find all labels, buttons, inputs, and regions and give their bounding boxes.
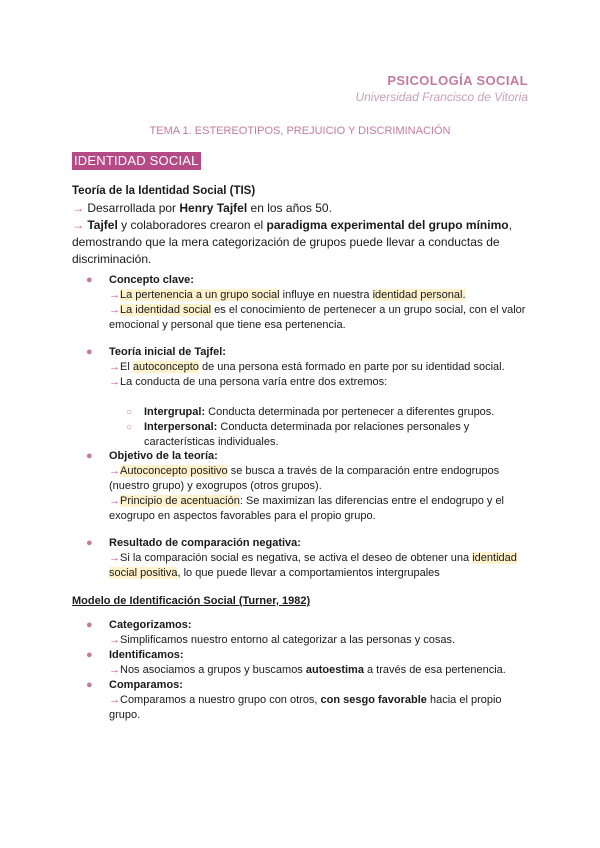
modelo-heading: Modelo de Identificación Social (Turner, 1982) (72, 595, 311, 607)
teoria-line-1 (109, 360, 532, 375)
arrow-icon: → (72, 201, 84, 215)
bullet-icon: ● (86, 679, 93, 691)
teoria-item (72, 345, 532, 450)
categorizamos-text: Simplificamos nuestro entorno al categorizar a las personas y cosas. (120, 634, 456, 646)
identificamos-line (109, 663, 532, 678)
bullet-icon: ● (86, 537, 93, 549)
comparamos-end: hacia el propio grupo. (109, 694, 502, 721)
identificamos-item (72, 648, 532, 678)
sub-item-intergrupal (72, 405, 532, 420)
highlight-identidad-social-positiva: identidad social positiva (109, 552, 517, 579)
tis-block (72, 183, 532, 268)
concepto-title: Concepto clave: (109, 274, 194, 286)
objetivo-line-1 (109, 464, 532, 494)
categorizamos-title: Categorizamos: (109, 619, 192, 631)
categorizamos-item (72, 618, 532, 648)
autoestima: autoestima (305, 664, 364, 676)
comparamos-line (109, 693, 532, 723)
resultado-item (72, 536, 532, 581)
concepto-line-2-end: es el conocimiento de pertenecer a un grupo social, con el valor emocional y personal que tiene esa pertenencia. (109, 304, 526, 331)
tis-tajfel: Tajfel (87, 218, 118, 232)
comparamos-pre: Comparamos a nuestro grupo con otros, (120, 694, 321, 706)
objetivo-line-1-end: se busca a través de la comparación entre endogrupos (nuestro grupo) y exogrupos (otros grupos). (109, 465, 500, 492)
intergrupal-label: Intergrupal: (144, 406, 206, 418)
highlight-identidad-personal: identidad personal. (372, 289, 466, 301)
objetivo-title: Objetivo de la teoría: (109, 450, 218, 462)
highlight-identidad-social: La identidad social (120, 304, 212, 316)
modelo-heading-wrap (72, 594, 532, 609)
resultado-title: Resultado de comparación negativa: (109, 537, 301, 549)
bullet-icon: ● (86, 346, 93, 358)
tis-line-1 (72, 200, 532, 217)
sesgo-favorable: con sesgo favorable (320, 694, 427, 706)
chapter-title: TEMA 1. ESTEREOTIPOS, PREJUICIO Y DISCRIMINACIÓN (149, 125, 451, 137)
resultado-line-pre: Si la comparación social es negativa, se activa el deseo de obtener una (120, 552, 473, 564)
teoria-line-1-end: de una persona está formado en parte por su identidad social. (198, 361, 505, 373)
identificamos-title: Identificamos: (109, 649, 184, 661)
arrow-icon: → (109, 361, 120, 373)
arrow-icon: → (109, 376, 120, 388)
tis-line-2 (72, 217, 532, 268)
identificamos-end: a través de esa pertenencia. (363, 664, 506, 676)
bullet-icon: ● (86, 619, 93, 631)
objetivo-item (72, 449, 532, 524)
interpersonal-text: Conducta determinada por relaciones personales y características individuales. (144, 421, 470, 448)
arrow-icon: → (109, 552, 120, 564)
university-name: Universidad Francisco de Vitoria (355, 90, 528, 104)
highlight-autoconcepto-positivo: Autoconcepto positivo (120, 465, 228, 477)
arrow-icon: → (109, 465, 120, 477)
highlight-principio-acentuacion: Principio de acentuación (120, 495, 240, 507)
tis-line-2-end: , demostrando que la mera categorización de grupos puede llevar a conductas de discriminación. (72, 218, 512, 266)
document-header (355, 72, 528, 105)
modelo-list (72, 618, 532, 723)
resultado-line-1 (109, 551, 532, 581)
identificamos-pre: Nos asociamos a grupos y buscamos (120, 664, 306, 676)
concepto-item (72, 273, 532, 333)
concepto-line-1 (109, 288, 532, 303)
arrow-icon: → (109, 694, 120, 706)
tis-line-1-text: Desarrollada por (87, 201, 180, 215)
circle-bullet-icon: ○ (126, 422, 133, 433)
arrow-icon: → (109, 495, 120, 507)
tis-line-2-mid: y colaboradores crearon el (117, 218, 267, 232)
bullet-icon: ● (86, 274, 93, 286)
arrow-icon: → (109, 664, 120, 676)
sub-item-interpersonal (72, 420, 532, 450)
section-heading: IDENTIDAD SOCIAL (74, 153, 199, 168)
teoria-line-1-pre: El (120, 361, 133, 373)
arrow-icon: → (109, 289, 120, 301)
highlight-pertenencia: La pertenencia a un grupo social (120, 289, 280, 301)
intergrupal-text: Conducta determinada por pertenecer a diferentes grupos. (205, 406, 495, 418)
comparamos-item (72, 678, 532, 723)
arrow-icon: → (109, 304, 120, 316)
arrow-icon: → (109, 634, 120, 646)
objetivo-line-2-end: : Se maximizan las diferencias entre el endogrupo y el exogrupo en aspectos favorables para el propio grupo. (109, 495, 504, 522)
circle-bullet-icon: ○ (126, 407, 133, 418)
highlight-autoconcepto: autoconcepto (132, 361, 199, 373)
tis-heading: Teoría de la Identidad Social (TIS) (72, 185, 256, 197)
tis-paradigm: paradigma experimental del grupo mínimo (266, 218, 509, 232)
concepto-line-2 (109, 303, 532, 333)
arrow-icon: → (72, 218, 84, 232)
course-title: PSICOLOGÍA SOCIAL (387, 73, 528, 88)
comparamos-title: Comparamos: (109, 679, 183, 691)
interpersonal-label: Interpersonal: (144, 421, 218, 433)
objetivo-line-2 (109, 494, 532, 524)
bullet-icon: ● (86, 450, 93, 462)
teoria-title: Teoría inicial de Tajfel: (109, 346, 226, 358)
categorizamos-line (109, 633, 532, 648)
tis-line-1-end: en los años 50. (247, 201, 332, 215)
teoria-line-2 (109, 375, 532, 390)
resultado-line-end: , lo que puede llevar a comportamientos intergrupales (177, 567, 440, 579)
concepto-line-1-mid: influye en nuestra (279, 289, 373, 301)
teoria-line-2-text: La conducta de una persona varía entre dos extremos: (120, 376, 388, 388)
bullet-icon: ● (86, 649, 93, 661)
tis-author: Henry Tajfel (179, 201, 248, 215)
